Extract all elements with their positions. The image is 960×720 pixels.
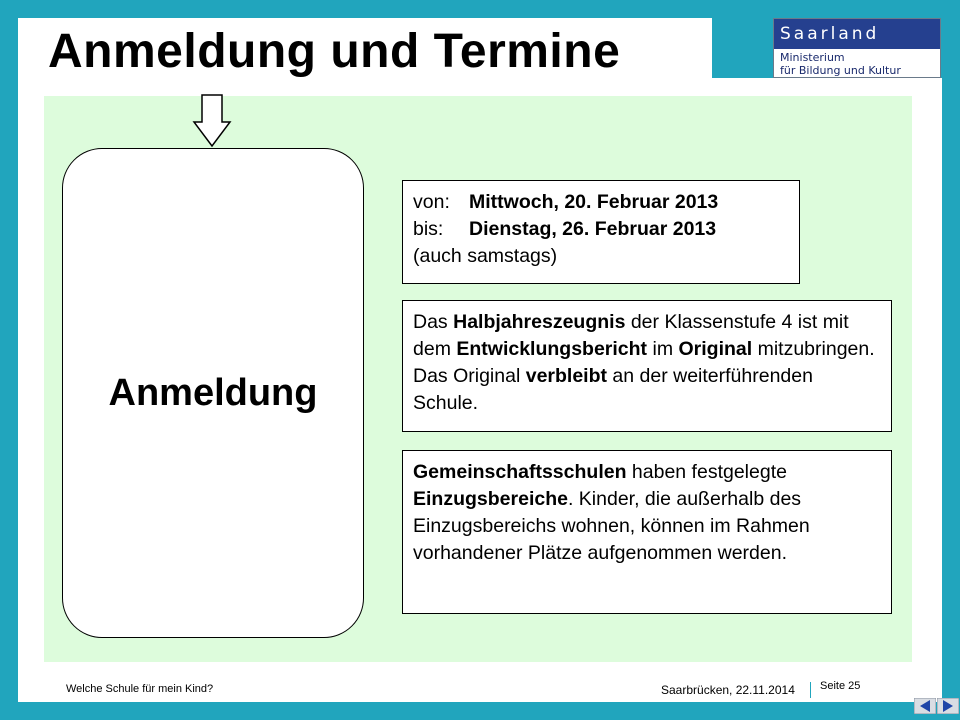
logo-line1: Ministerium xyxy=(780,51,845,64)
info1-text-4: mitzubringen. Das Original xyxy=(413,338,875,387)
info1-text-3: im xyxy=(647,338,679,360)
dates-box xyxy=(402,180,800,284)
info2-bold-2: Einzugsbereiche xyxy=(413,488,568,510)
logo-line2: für Bildung und Kultur xyxy=(780,64,901,77)
previous-slide-icon[interactable] xyxy=(914,698,936,714)
catchment-info-box xyxy=(402,450,892,614)
registration-pill xyxy=(62,148,364,638)
down-arrow-icon xyxy=(192,94,232,148)
info1-text-2: der Klassenstufe 4 ist mit dem xyxy=(413,311,849,360)
saarland-logo xyxy=(773,18,941,78)
page-number: Seite 25 xyxy=(820,680,861,692)
footer-date: Saarbrücken, 22.11.2014 xyxy=(661,683,795,697)
pill-label: Anmeldung xyxy=(108,371,318,414)
info1-bold-1: Halbjahreszeugnis xyxy=(453,311,626,333)
info1-bold-4: verbleibt xyxy=(525,365,607,387)
footer-divider xyxy=(810,682,811,698)
info2-text-2: . Kinder, die außerhalb des Einzugsbereichs wohnen, können im Rahmen vorhandener Plätze aufgenommen werden. xyxy=(413,488,810,564)
saturday-note: (auch samstags) xyxy=(413,245,558,267)
next-slide-icon[interactable] xyxy=(937,698,959,714)
info2-text-1: haben festgelegte xyxy=(626,461,787,483)
info2-bold-1: Gemeinschaftsschulen xyxy=(413,461,627,483)
from-label: von: xyxy=(413,191,450,213)
info1-text-5: an der weiterführenden Schule. xyxy=(413,365,813,414)
info1-bold-2: Entwicklungsbericht xyxy=(456,338,648,360)
footer-title: Welche Schule für mein Kind? xyxy=(66,683,214,695)
from-value: Mittwoch, 20. Februar 2013 xyxy=(469,191,719,213)
report-info-box xyxy=(402,300,892,432)
to-value: Dienstag, 26. Februar 2013 xyxy=(469,218,717,240)
slide-title: Anmeldung und Termine xyxy=(48,25,621,78)
logo-name: Saarland xyxy=(774,19,940,49)
to-label: bis: xyxy=(413,218,444,240)
info1-text-1: Das xyxy=(413,311,454,333)
info1-bold-3: Original xyxy=(678,338,753,360)
